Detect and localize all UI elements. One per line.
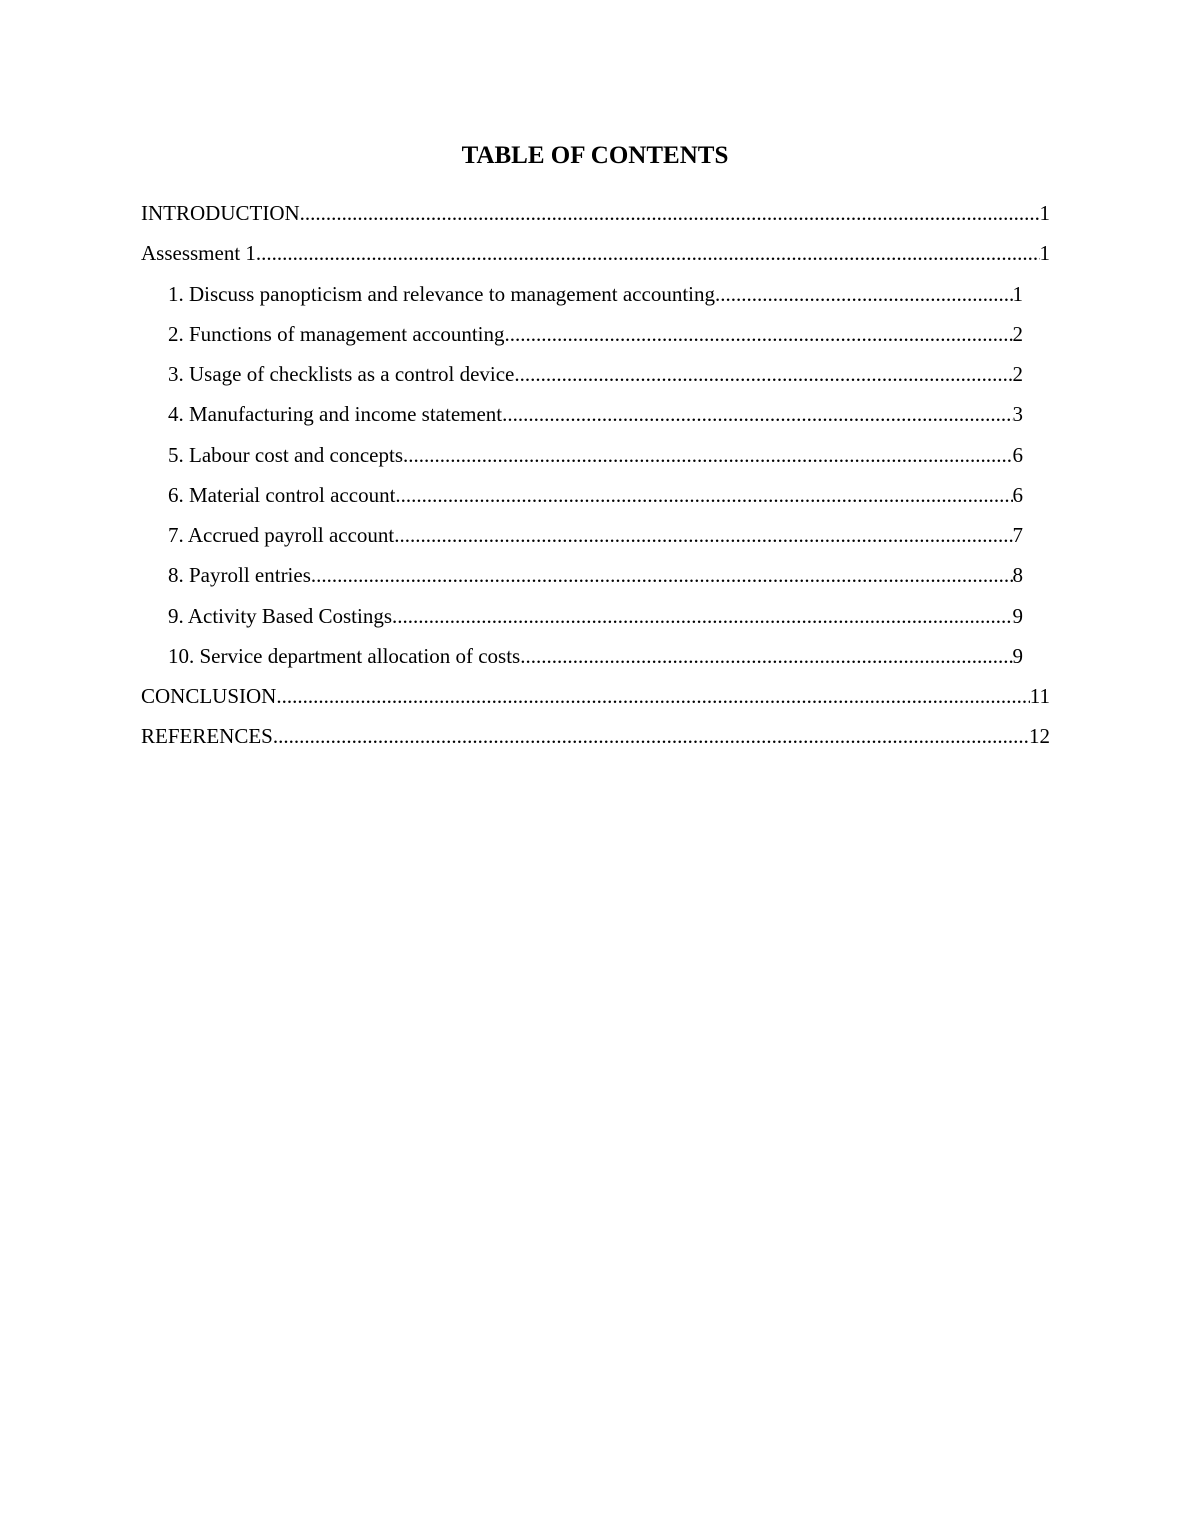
toc-entry-label: 7. Accrued payroll account xyxy=(168,523,395,547)
toc-entry-assessment-1[interactable] xyxy=(141,239,1050,267)
toc-leader-dots xyxy=(502,400,1012,428)
toc-page-number: 1 xyxy=(1039,241,1050,265)
toc-leader-dots xyxy=(392,602,1012,630)
toc-page-number: 7 xyxy=(1012,523,1023,547)
toc-entry-label: 5. Labour cost and concepts xyxy=(168,443,404,467)
toc-leader-dots xyxy=(300,199,1040,227)
toc-leader-dots xyxy=(514,360,1012,388)
toc-leader-dots xyxy=(395,481,1012,509)
toc-leader-dots xyxy=(276,682,1029,710)
toc-entry-material-control[interactable] xyxy=(168,481,1023,509)
toc-entry-introduction[interactable] xyxy=(141,199,1050,227)
toc-leader-dots xyxy=(256,239,1040,267)
toc-leader-dots xyxy=(394,521,1012,549)
toc-page-number: 9 xyxy=(1012,644,1023,668)
toc-entry-labour-cost[interactable] xyxy=(168,441,1023,469)
toc-entry-references[interactable] xyxy=(141,722,1050,750)
toc-entry-label: 6. Material control account xyxy=(168,483,396,507)
toc-entry-label: CONCLUSION xyxy=(141,684,277,708)
toc-entry-service-department[interactable] xyxy=(168,642,1023,670)
toc-page-number: 8 xyxy=(1012,563,1023,587)
toc-leader-dots xyxy=(273,722,1029,750)
toc-page-number: 9 xyxy=(1012,604,1023,628)
toc-leader-dots xyxy=(520,642,1012,670)
toc-entry-label: INTRODUCTION xyxy=(141,201,300,225)
toc-entry-manufacturing[interactable] xyxy=(168,400,1023,428)
toc-page-number: 6 xyxy=(1012,483,1023,507)
toc-entry-label: 8. Payroll entries xyxy=(168,563,311,587)
toc-page-number: 1 xyxy=(1012,282,1023,306)
toc-entry-label: 4. Manufacturing and income statement xyxy=(168,402,503,426)
toc-entry-conclusion[interactable] xyxy=(141,682,1050,710)
toc-entry-label: 9. Activity Based Costings xyxy=(168,604,393,628)
toc-page-number: 1 xyxy=(1039,201,1050,225)
toc-page-number: 12 xyxy=(1029,724,1050,748)
toc-page-number: 6 xyxy=(1012,443,1023,467)
toc-leader-dots xyxy=(715,280,1013,308)
toc-entry-functions[interactable] xyxy=(168,320,1023,348)
toc-entry-label: 1. Discuss panopticism and relevance to management accounting xyxy=(168,282,715,306)
toc-entry-activity-based-costings[interactable] xyxy=(168,602,1023,630)
toc-entry-payroll-entries[interactable] xyxy=(168,561,1023,589)
toc-entry-label: 10. Service department allocation of costs xyxy=(168,644,521,668)
toc-entry-accrued-payroll[interactable] xyxy=(168,521,1023,549)
toc-page-number: 11 xyxy=(1029,684,1050,708)
toc-leader-dots xyxy=(403,441,1012,469)
toc-leader-dots xyxy=(311,561,1013,589)
toc-entry-label: 3. Usage of checklists as a control device xyxy=(168,362,515,386)
toc-entry-label: 2. Functions of management accounting xyxy=(168,322,505,346)
toc-page-number: 3 xyxy=(1012,402,1023,426)
toc-leader-dots xyxy=(505,320,1013,348)
toc-entry-panopticism[interactable] xyxy=(168,280,1023,308)
toc-title: TABLE OF CONTENTS xyxy=(461,142,729,169)
toc-page-number: 2 xyxy=(1012,362,1023,386)
toc-page-number: 2 xyxy=(1012,322,1023,346)
toc-entry-checklists[interactable] xyxy=(168,360,1023,388)
toc-entry-label: Assessment 1 xyxy=(141,241,256,265)
toc-entry-label: REFERENCES xyxy=(141,724,273,748)
